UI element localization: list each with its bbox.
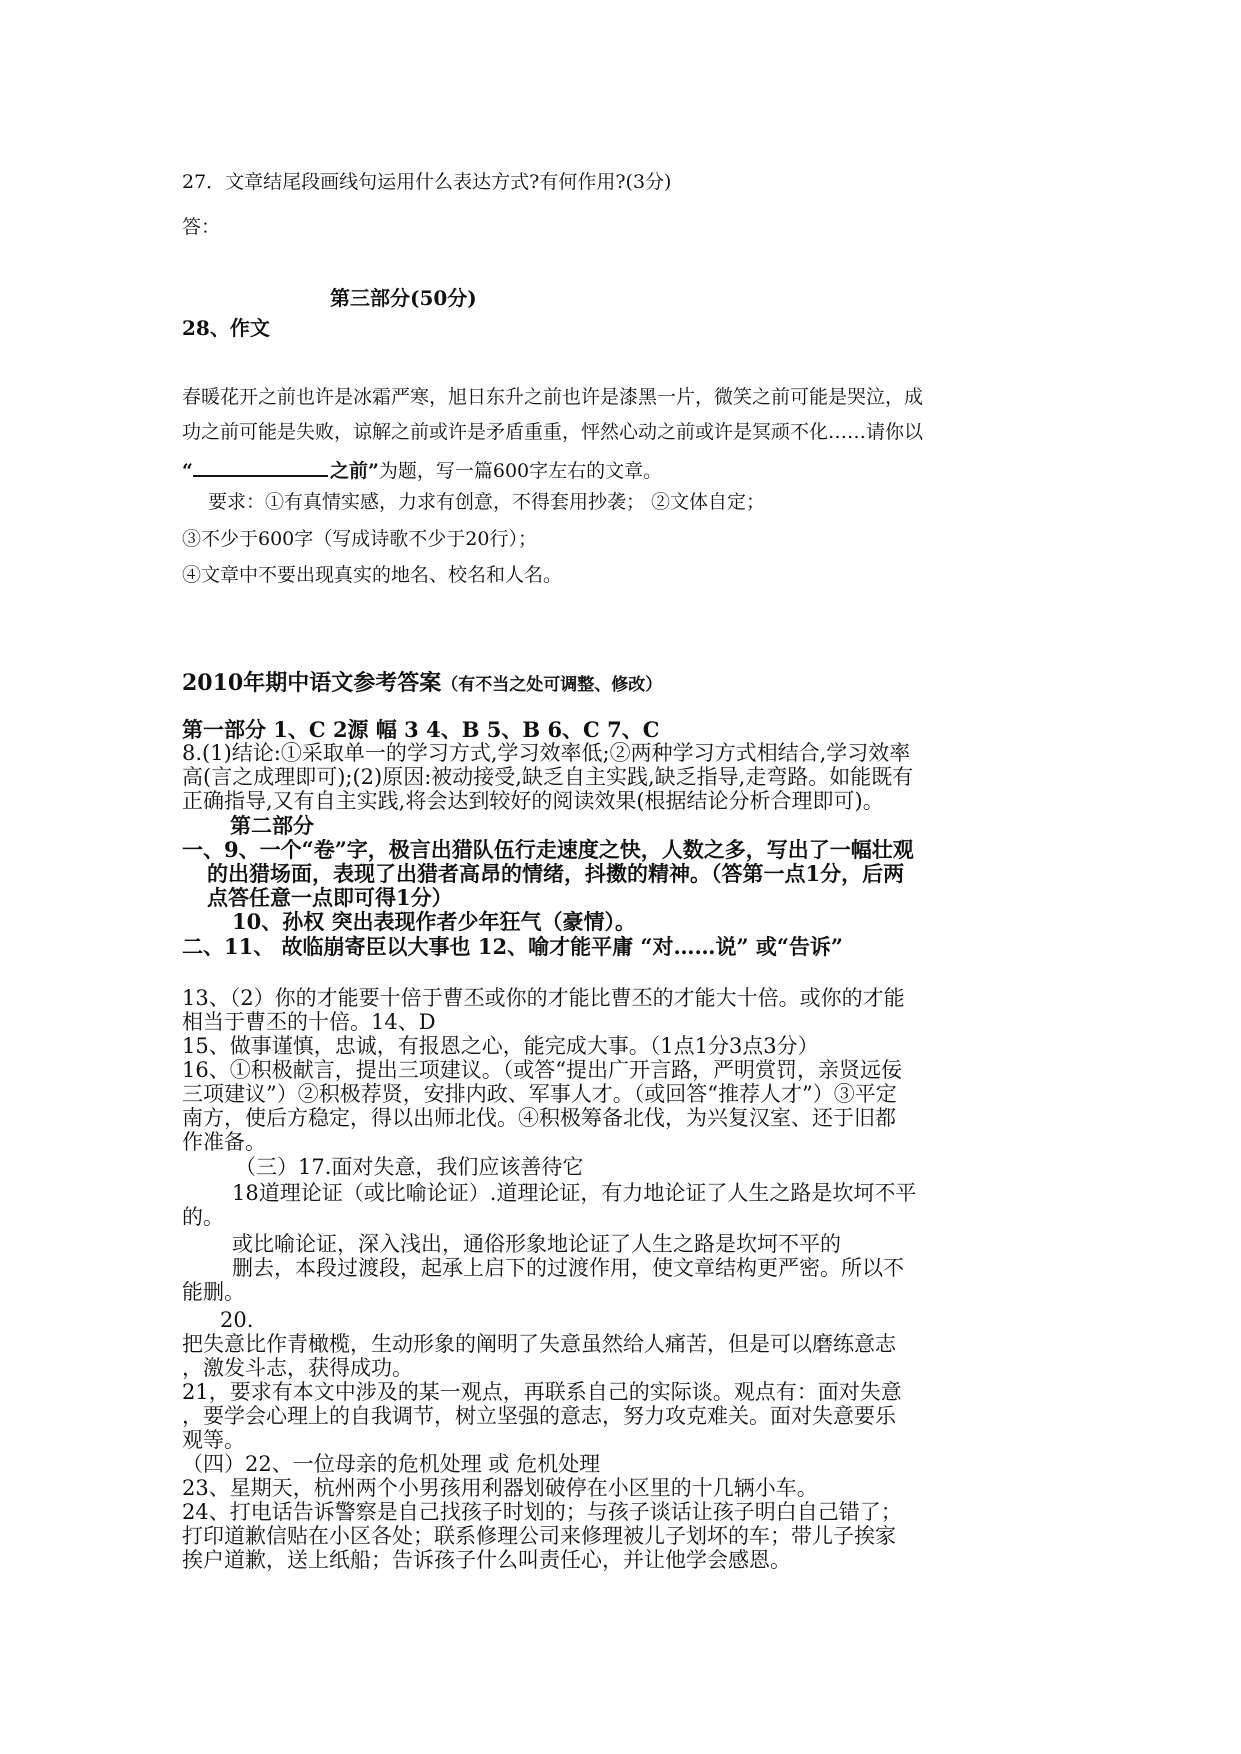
answer-16-line-4: 作准备。 [182, 1130, 266, 1154]
answer-17: （三）17.面对失意，我们应该善待它 [235, 1155, 584, 1179]
answer-18-line-3: 或比喻论证，深入浅出，通俗形象地论证了人生之路是坎坷不平的 [232, 1232, 841, 1256]
answer-24-line-1: 24、打电话告诉警察是自己找孩子时划的；与孩子谈话让孩子明白自己错了； [182, 1500, 902, 1524]
prompt-line-3 [182, 457, 662, 481]
answer-23: 23、星期天，杭州两个小男孩用利器划破停在小区里的十几辆小车。 [182, 1476, 818, 1500]
q28-heading: 28、作文 [182, 316, 270, 340]
answer-13-line-2: 相当于曹丕的十倍。14、D [182, 1010, 436, 1034]
answers-title: 2010年期中语文参考答案 [182, 670, 442, 696]
title-suffix: 之前” [329, 460, 379, 482]
part3-heading: 第三部分(50分) [330, 286, 477, 310]
answer-part2: 第二部分 [230, 813, 314, 838]
answer-19-line-2: 能删。 [182, 1280, 245, 1304]
answer-part1: 第一部分 1、C 2源 幅 3 4、B 5、B 6、C 7、C [182, 717, 660, 742]
answers-note: （有不当之处可调整、修改） [441, 675, 663, 695]
answers-title-row [182, 672, 662, 694]
prompt-line-1: 春暖花开之前也许是冰霜严寒，旭日东升之前也许是漆黑一片，微笑之前可能是哭泣，成 [182, 386, 924, 408]
answer-16-line-3: 南方，使后方稳定，得以出师北伐。④积极筹备北伐，为兴复汉室、还于旧都 [182, 1106, 896, 1130]
answer-20-line-1: 把失意比作青橄榄，生动形象的阐明了失意虽然给人痛苦，但是可以磨练意志 [182, 1332, 896, 1356]
answer-9-line-1: 一、9、一个“卷”字，极言出猎队伍行走速度之快，人数之多，写出了一幅壮观 [182, 837, 914, 862]
answer-24-line-2: 打印道歉信贴在小区各处；联系修理公司来修理被儿子划坏的车；带儿子挨家 [182, 1524, 896, 1548]
requirement-line-2: ③不少于600字（写成诗歌不少于20行）； [182, 528, 537, 550]
answer-21-line-2: ，要学会心理上的自我调节，树立坚强的意志，努力攻克难关。面对失意要乐 [182, 1404, 896, 1428]
answer-22: （四）22、一位母亲的危机处理 或 危机处理 [182, 1452, 601, 1476]
answer-18-line-1: 18道理论证（或比喻论证）.道理论证，有力地论证了人生之路是坎坷不平 [232, 1181, 917, 1205]
answer-18-line-2: 的。 [182, 1205, 224, 1229]
answer-9-line-3: 点答任意一点即可得1分） [207, 885, 453, 910]
answer-13-line-1: 13、（2）你的才能要十倍于曹丕或你的才能比曹丕的才能大十倍。或你的才能 [182, 986, 905, 1010]
answer-21-line-1: 21，要求有本文中涉及的某一观点，再联系自己的实际谈。观点有：面对失意 [182, 1380, 902, 1404]
answer-21-line-3: 观等。 [182, 1428, 245, 1452]
answer-16-line-1: 16、①积极献言，提出三项建议。（或答“提出广开言路，严明赏罚，亲贤远佞 [182, 1058, 902, 1082]
answer-9-line-2: 的出猎场面，表现了出猎者高昂的情绪，抖擞的精神。（答第一点1分，后两 [207, 861, 905, 886]
answer-11-12: 二、11、 故临崩寄臣以大事也 12、喻才能平庸 “对……说” 或“告诉” [182, 934, 844, 959]
answer-10: 10、孙权 突出表现作者少年狂气（豪情）。 [232, 909, 637, 934]
answer-20-number: 20. [220, 1308, 254, 1332]
requirement-line-1: 要求：①有真情实感，力求有创意，不得套用抄袭； ②文体自定； [208, 491, 766, 513]
answer-20-line-2: ，激发斗志，获得成功。 [182, 1356, 413, 1380]
open-quote: “ [182, 460, 193, 482]
answer-label: 答： [182, 216, 221, 238]
answer-24-line-3: 挨户道歉，送上纸船；告诉孩子什么叫责任心，并让他学会感恩。 [182, 1548, 791, 1572]
prompt-line-2: 功之前可能是失败，谅解之前或许是矛盾重重，怦然心动之前或许是冥顽不化……请你以 [182, 421, 924, 443]
answer-16-line-2: 三项建议”）②积极荐贤，安排内政、军事人才。（或回答“推荐人才”）③平定 [182, 1082, 897, 1106]
answer-8-line-3: 正确指导,又有自主实践,将会达到较好的阅读效果(根据结论分析合理即可)。 [182, 789, 884, 813]
title-blank [193, 457, 328, 477]
answer-8-line-2: 高(言之成理即可);(2)原因:被动接受,缺乏自主实践,缺乏指导,走弯路。如能既有 [182, 765, 914, 789]
requirement-line-3: ④文章中不要出现真实的地名、校名和人名。 [182, 564, 563, 586]
prompt-rest: 为题，写一篇600字左右的文章。 [378, 460, 663, 482]
answer-15: 15、做事谨慎，忠诚，有报恩之心，能完成大事。（1点1分3点3分） [182, 1034, 819, 1058]
question-27: 27．文章结尾段画线句运用什么表达方式?有何作用?(3分) [182, 171, 672, 193]
answer-19-line-1: 删去，本段过渡段，起承上启下的过渡作用，使文章结构更严密。所以不 [232, 1256, 904, 1280]
answer-8-line-1: 8.(1)结论:①采取单一的学习方式,学习效率低;②两种学习方式相结合,学习效率 [182, 741, 911, 765]
